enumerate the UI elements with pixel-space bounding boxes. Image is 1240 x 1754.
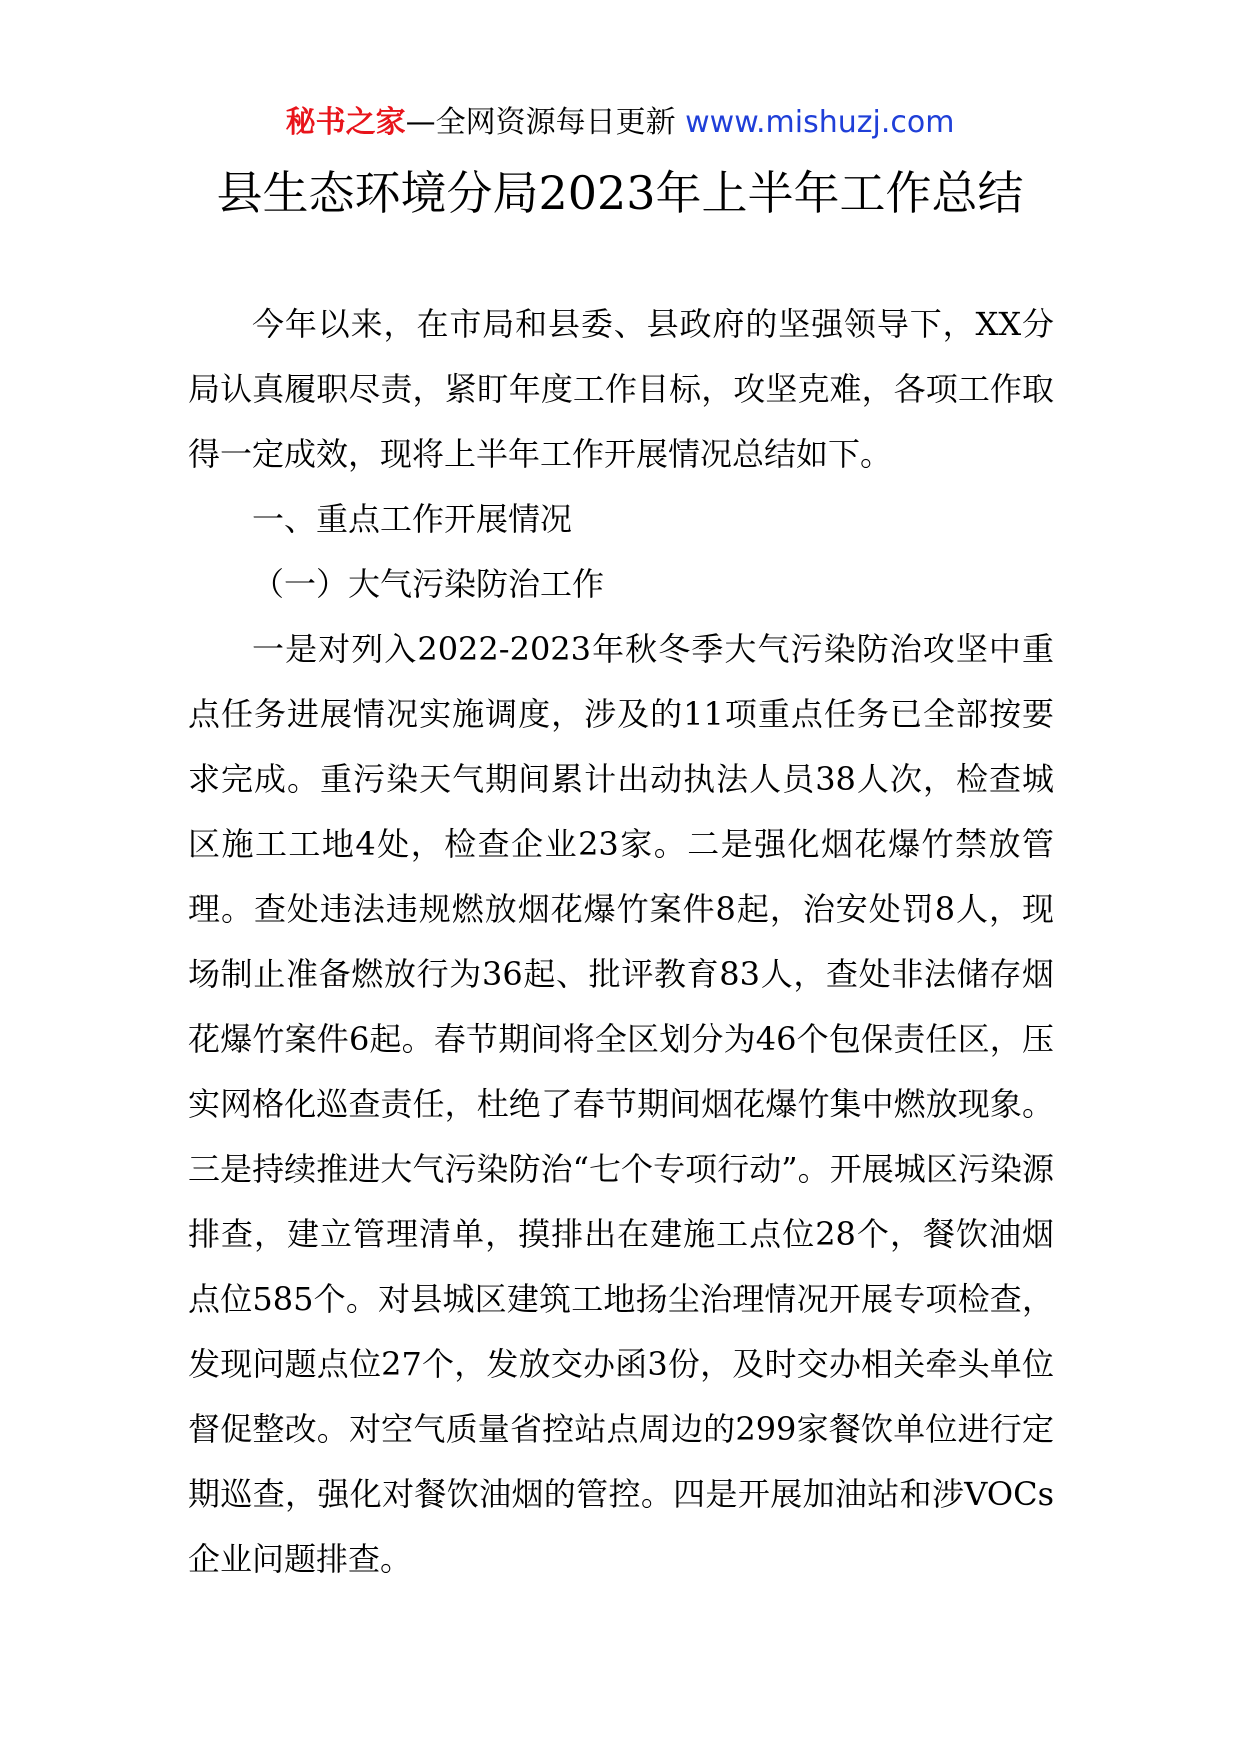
document-title: 县生态环境分局2023年上半年工作总结 bbox=[216, 166, 1024, 220]
document-body bbox=[188, 292, 1054, 1592]
site-brand: 秘书之家 bbox=[285, 105, 406, 140]
intro-paragraph: 今年以来，在市局和县委、县政府的坚强领导下，XX分局认真履职尽责，紧盯年度工作目标，攻坚克难，各项工作取得一定成效，现将上半年工作开展情况总结如下。 bbox=[188, 305, 1054, 473]
site-tagline: —全网资源每日更新 bbox=[405, 105, 676, 140]
subsection-heading: （一）大气污染防治工作 bbox=[252, 565, 605, 603]
section-heading: 一、重点工作开展情况 bbox=[252, 500, 573, 538]
body-paragraph: 一是对列入2022-2023年秋冬季大气污染防治攻坚中重点任务进展情况实施调度，涉及的11项重点任务已全部按要求完成。重污染天气期间累计出动执法人员38人次，检查城区施工工地4处，检查企业23家。二是强化烟花爆竹禁放管理。查处违法违规燃放烟花爆竹案件8起，治安处罚8人，现场制止准备燃放行为36起、批评教育83人，查处非法储存烟花爆竹案件6起。春节期间将全区划分为46个包保责任区，压实网格化巡查责任，杜绝了春节期间烟花爆竹集中燃放现象。三是持续推进大气污染防治“七个专项行动”。开展城区污染源排查，建立管理清单，摸排出在建施工点位28个，餐饮油烟点位585个。对县城区建筑工地扬尘治理情况开展专项检查，发现问题点位27个，发放交办函3份，及时交办相关牵头单位督促整改。对空气质量省控站点周边的299家餐饮单位进行定期巡查，强化对餐饮油烟的管控。四是开展加油站和涉VOCs企业问题排查。 bbox=[188, 630, 1054, 1578]
site-url-link[interactable]: www.mishuzj.com bbox=[685, 105, 955, 140]
site-banner bbox=[0, 100, 1240, 146]
